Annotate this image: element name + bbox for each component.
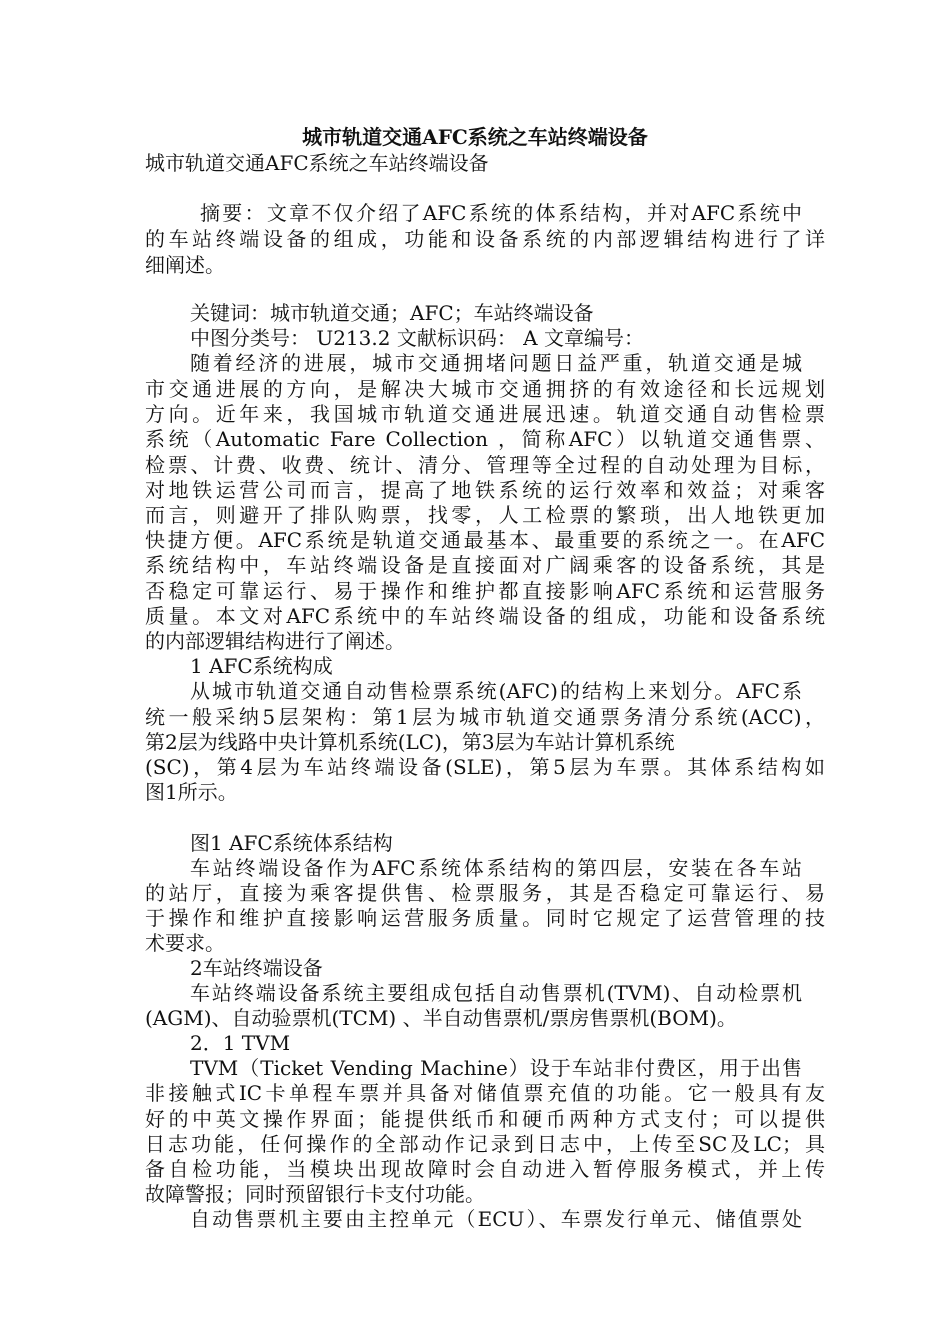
body-line: 从城市轨道交通自动售检票系统(AFC)的结构上来划分。AFC系 xyxy=(190,679,802,703)
abstract-line: 摘要：文章不仅介绍了AFC系统的体系结构，并对AFC系统中 xyxy=(200,201,802,225)
keywords-line: 关键词：城市轨道交通；AFC；车站终端设备 xyxy=(190,301,594,325)
body-line: 系统（Automatic Fare Collection ，简称AFC）以轨道交通售票、 xyxy=(145,427,825,451)
body-line: 对地铁运营公司而言，提高了地铁系统的运行效率和效益；对乘客 xyxy=(145,478,825,502)
body-line: 而言，则避开了排队购票，找零，人工检票的繁琐，出人地铁更加 xyxy=(145,503,825,527)
body-line: 自动售票机主要由主控单元（ECU）、车票发行单元、储值票处 xyxy=(190,1207,802,1231)
body-line: (SC)，第4层为车站终端设备(SLE)，第5层为车票。其体系结构如 xyxy=(145,755,825,779)
body-line: 图1所示。 xyxy=(145,780,238,804)
subsection-heading: 2．1 TVM xyxy=(190,1031,291,1055)
body-line: 的内部逻辑结构进行了阐述。 xyxy=(145,629,405,653)
body-line: 快捷方便。AFC系统是轨道交通最基本、最重要的系统之一。在AFC xyxy=(145,528,825,552)
body-line: 第2层为线路中央计算机系统(LC)，第3层为车站计算机系统 xyxy=(145,730,675,754)
body-line: 术要求。 xyxy=(145,931,225,955)
body-line: 随着经济的进展，城市交通拥堵问题日益严重，轨道交通是城 xyxy=(190,351,802,375)
body-line: 非接触式IC卡单程车票并具备对储值票充值的功能。它一般具有友 xyxy=(145,1081,825,1105)
body-line: 的站厅，直接为乘客提供售、检票服务，其是否稳定可靠运行、易 xyxy=(145,881,825,905)
body-line: 备自检功能，当模块出现故障时会自动进入暂停服务模式，并上传 xyxy=(145,1157,825,1181)
abstract-line: 细阐述。 xyxy=(145,253,225,277)
figure-caption: 图1 AFC系统体系结构 xyxy=(190,831,393,855)
body-line: 统一般采纳5层架构：第1层为城市轨道交通票务清分系统(ACC)， xyxy=(145,705,825,729)
body-line: (AGM)、自动验票机(TCM) 、半自动售票机/票房售票机(BOM)。 xyxy=(145,1006,737,1030)
body-line: 日志功能，任何操作的全部动作记录到日志中，上传至SC及LC；具 xyxy=(145,1132,825,1156)
section-heading: 1 AFC系统构成 xyxy=(190,654,333,678)
body-line: 于操作和维护直接影响运营服务质量。同时它规定了运营管理的技 xyxy=(145,906,825,930)
body-line: 系统结构中，车站终端设备是直接面对广阔乘客的设备系统，其是 xyxy=(145,553,825,577)
body-line: 市交通进展的方向，是解决大城市交通拥挤的有效途径和长远规划 xyxy=(145,377,825,401)
body-line: 否稳定可靠运行、易于操作和维护都直接影响AFC系统和运营服务 xyxy=(145,579,825,603)
body-line: 检票、计费、收费、统计、清分、管理等全过程的自动处理为目标， xyxy=(145,453,825,477)
subtitle-line: 城市轨道交通AFC系统之车站终端设备 xyxy=(145,151,489,175)
document-title: 城市轨道交通AFC系统之车站终端设备 xyxy=(302,125,648,149)
body-line: 故障警报；同时预留银行卡支付功能。 xyxy=(145,1182,485,1206)
body-line: 好的中英文操作界面；能提供纸币和硬币两种方式支付；可以提供 xyxy=(145,1107,825,1131)
abstract-line: 的车站终端设备的组成，功能和设备系统的内部逻辑结构进行了详 xyxy=(145,227,825,251)
body-line: 质量。本文对AFC系统中的车站终端设备的组成，功能和设备系统 xyxy=(145,604,825,628)
body-line: TVM（Ticket Vending Machine）设于车站非付费区，用于出售 xyxy=(190,1056,802,1080)
section-heading: 2车站终端设备 xyxy=(190,956,323,980)
body-line: 车站终端设备作为AFC系统体系结构的第四层，安装在各车站 xyxy=(190,856,802,880)
body-line: 车站终端设备系统主要组成包括自动售票机(TVM)、自动检票机 xyxy=(190,981,802,1005)
classification-line: 中图分类号： U213.2 文献标识码： A 文章编号： xyxy=(190,326,644,350)
body-line: 方向。近年来，我国城市轨道交通进展迅速。轨道交通自动售检票 xyxy=(145,402,825,426)
